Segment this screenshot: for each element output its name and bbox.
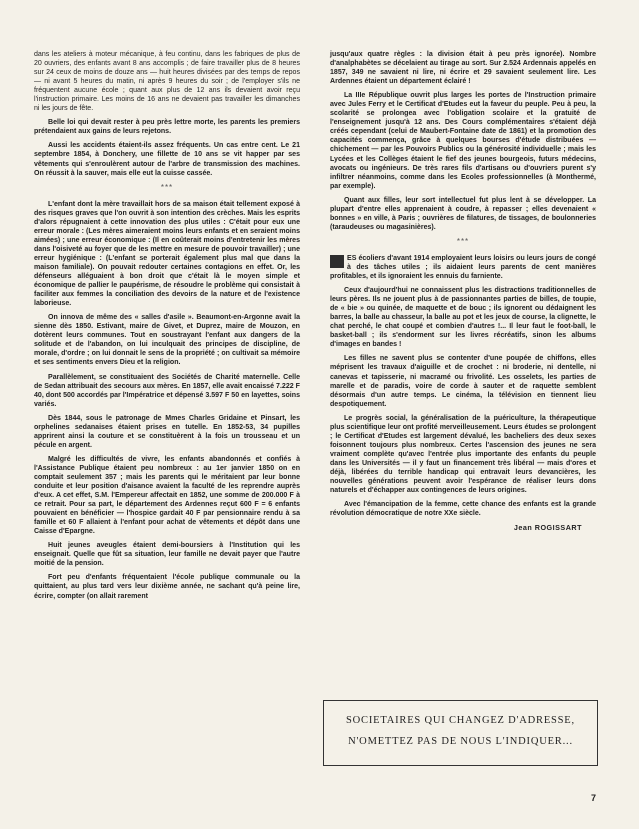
paragraph: Quant aux filles, leur sort intellectuel fut plus lent à se développer. La plupart d'entre elles apprenaient à coudre, à repasser ; elles devenaient « bonnes » en ville, à Paris ; ouvrières de filatures, de tissages, de boulonneries (taraudeuses ou magasinières). (330, 196, 596, 231)
paragraph: jusqu'aux quatre règles : la division était à peu près ignorée). Nombre d'analphabètes se décelaient au tirage au sort. Sur 2.524 Ardennais appelés en 1857, 349 ne savaient ni lire, ni écrire et 29 savaient seulement lire. Les Ardennes étaient un département éclairé ! (330, 51, 596, 86)
notice-line-1: SOCIETAIRES QUI CHANGEZ D'ADRESSE, (346, 715, 575, 726)
paragraph: Malgré les difficultés de vivre, les enfants abandonnés et confiés à l'Assistance Publique étaient peu nombreux : au 1er janvier 1850 on en comptait seulement 357 ; mais les parents qui le méritaient par leur bonne conduite et leur position d'aisance avaient la faculté de les reprendre auprès d'eux. A cet effet, S.M. l'Empereur affectait en 1852, une somme de 200.000 F à ce retrait. Pour sa part, le département des Ardennes reçut 600 F = 6 enfants pouvaient en bénéficier — l'hospice gardait 40 F par pensionnaire rendu à sa famille et 60 F allaient à l'enfant pour achat de vêtements et dépôt dans une Caisse d'Epargne. (34, 455, 300, 536)
paragraph: L'enfant dont la mère travaillait hors de sa maison était tellement exposé à des risques graves que l'on ouvrit à son intention des crèches. Mais les esprits d'alors répugnaient à cette innovation des plus utiles : C'était pour eux une erreur morale : (Les mères aimeraient moins leurs enfants et en seraient moins aimées) ; une erreur économique : (Il en coûterait moins d'entretenir les mères dans l'oisiveté au foyer que de les mettre en mesure de pouvoir travailler) ; une erreur hygiénique : (L'enfant se porterait également plus mal que dans la maison familiale). On pouvait redouter certaines contagions en effet. Or, les défenseurs alléguaient à bon droit que c'était là le moyen simple et économique de pallier le paupérisme, de résoudre le problème qui consistait à faciliter aux femmes la conciliation des devoirs de la nature et de l'existence laborieuse. (34, 200, 300, 308)
paragraph: Dès 1844, sous le patronage de Mmes Charles Gridaine et Pinsart, les orphelines sedanaises étaient prises en tutelle. En 1852-53, 34 pupilles apprirent ainsi la couture et se constituèrent à la fois un trousseau et un pécule en argent. (34, 414, 300, 449)
notice-line-2: N'OMETTEZ PAS DE NOUS L'INDIQUER... (348, 736, 573, 747)
section-separator: *** (456, 236, 470, 246)
right-column (330, 50, 596, 538)
subscriber-address-notice (323, 700, 598, 766)
paragraph-text: ES écoliers d'avant 1914 employaient leurs loisirs ou leurs jours de congé à des tâches utiles ; ils aidaient leurs parents de cent manières profitables, et ils ignoraient les ennuis du farniente. (330, 254, 596, 281)
paragraph: Parallèlement, se constituaient des Sociétés de Charité maternelle. Celle de Sedan attribuait des secours aux mères. En 1857, elle avait encaissé 7.222 F 40, dont 500 accordés par l'Impératrice et dépensé 3.597 F 50 en layettes, soins variés. (34, 373, 300, 408)
paragraph: Fort peu d'enfants fréquentaient l'école publique communale ou la quittaient, au plus tard vers leur dixième année, ne sachant qu'à peine lire, écrire, compter (on allait rarement (34, 574, 300, 600)
left-column (34, 50, 300, 606)
section-separator: *** (160, 182, 174, 192)
paragraph: On innova de même des « salles d'asile ». Beaumont-en-Argonne avait la sienne dès 1850. Estivant, maire de Givet, et Duprez, maire de Mouzon, en dotèrent leurs communes. Tout en soustrayant l'enfant aux dangers de la solitude et de l'abandon, on lui inculquait des principes de discipline, de morale, d'ordre ; on lui donnait le sens de la propriété ; on cultivait sa mémoire et ses sentiments envers Dieu et la religion. (34, 314, 300, 367)
paragraph (330, 254, 596, 281)
paragraph: Avec l'émancipation de la femme, cette chance des enfants est la grande révolution démocratique de notre XXe siècle. (330, 501, 596, 518)
paragraph: La IIIe République ouvrit plus larges les portes de l'Instruction primaire avec Jules Ferry et le Certificat d'Etudes eut la faveur du peuple. Peu à peu, la scolarité se prolongea avec l'obligation scolaire et la gratuité de l'enseignement jusqu'à 12 ans. Des Cours complémentaires s'étaient déjà créés cependant (celui de Maubert-Fontaine date de 1861) et la promotion des capacités commença, grâce à quelques bourses d'étude distribuées — chichement — par les Pouvoirs Publics ou la générosité individuelle ; mais les Lycées et les Collèges étaient le fief des jeunes bourgeois, futurs médecins, avocats ou ingénieurs. De très rares fils d'artisans ou d'ouvriers purent s'y infiltrer néanmoins, comme dans les Ecoles professionnelles (à Monthermé, par exemple). (330, 92, 596, 190)
page-number: 7 (591, 793, 597, 803)
paragraph: Huit jeunes aveugles étaient demi-boursiers à l'Institution qui les enseignait. Quelle que fût sa situation, leur famille ne devait payer que l'autre moitié de la pension. (34, 542, 300, 568)
paragraph: Le progrès social, la généralisation de la puériculture, la thérapeutique plus scientifique leur ont profité merveilleusement. Leurs études se prolongent ; le Certificat d'Etudes est largement dévalué, les bacheliers des deux sexes foisonnent toujours plus nombreux. Certes l'ascension des jeunes ne sera vraiment complète qu'avec l'entrée plus importante des enfants du peuple dans les Universités — il y faut un financement très libéral — mais d'ores et déjà, libérées du terrible handicap qui entravait leurs devancières, les nouvelles générations peuvent avoir l'espérance de réaliser leurs dons naturels et d'échapper aux contingences de leurs origines. (330, 414, 596, 495)
drop-cap-letter-block (330, 255, 344, 268)
paragraph: Les filles ne savent plus se contenter d'une poupée de chiffons, elles méprisent les travaux d'aiguille et de crochet : ni broderie, ni dentelle, ni canevas et tapisserie, ni macramé ou frivolité. Les osselets, les parties de marelle et de paradis, voire de corde à sauter et de raquette semblent désormais d'un autre temps. Le cinéma, la télévision en tiennent lieu despotiquement. (330, 355, 596, 408)
paragraph: Belle loi qui devait rester à peu près lettre morte, les parents les premiers prétendaient aux gains de leurs rejetons. (34, 119, 300, 136)
paragraph: Aussi les accidents étaient-ils assez fréquents. Un cas entre cent. Le 21 septembre 1854, à Donchery, une fillette de 10 ans se vit happer par ses vêtements qui s'enroulèrent autour de l'arbre de transmission des machines. On réussit à la sauver, mais elle eut la cuisse cassée. (34, 142, 300, 177)
author-signature: Jean ROGISSART (513, 523, 582, 533)
paragraph: Ceux d'aujourd'hui ne connaissent plus les distractions traditionnelles de leurs pères. Ils ne jouent plus à de passionnantes parties de billes, de toupie, de « bie » ou quinée, de maquette et de bouc ; ils ignorent ou dédaignent les barres, la balle au chasseur, la balle au pot et les jeux de course, la clignette, le chat perché, le chat coupé et combien d'autres !... Il leur faut le foot-ball, le basket-ball ; ils s'endorment sur les livres récréatifs, sinon les albums d'images en bandes ! (330, 287, 596, 349)
paragraph: dans les ateliers à moteur mécanique, à feu continu, dans les fabriques de plus de 20 ouvriers, des enfants avant 8 ans accomplis ; de faire travailler plus de 8 heures sur 24 ceux de moins de douze ans — huit heures divisées par des temps de repos — ni avant 5 heures du matin, ni après 9 heures du soir ; de l'employer s'ils ne fréquentent aucune école ; quant aux plus de 12 ans ils devaient avoir reçu l'instruction primaire. Les moins de 16 ans ne devaient pas travailler les dimanches ni les jours de fête. (34, 51, 300, 113)
